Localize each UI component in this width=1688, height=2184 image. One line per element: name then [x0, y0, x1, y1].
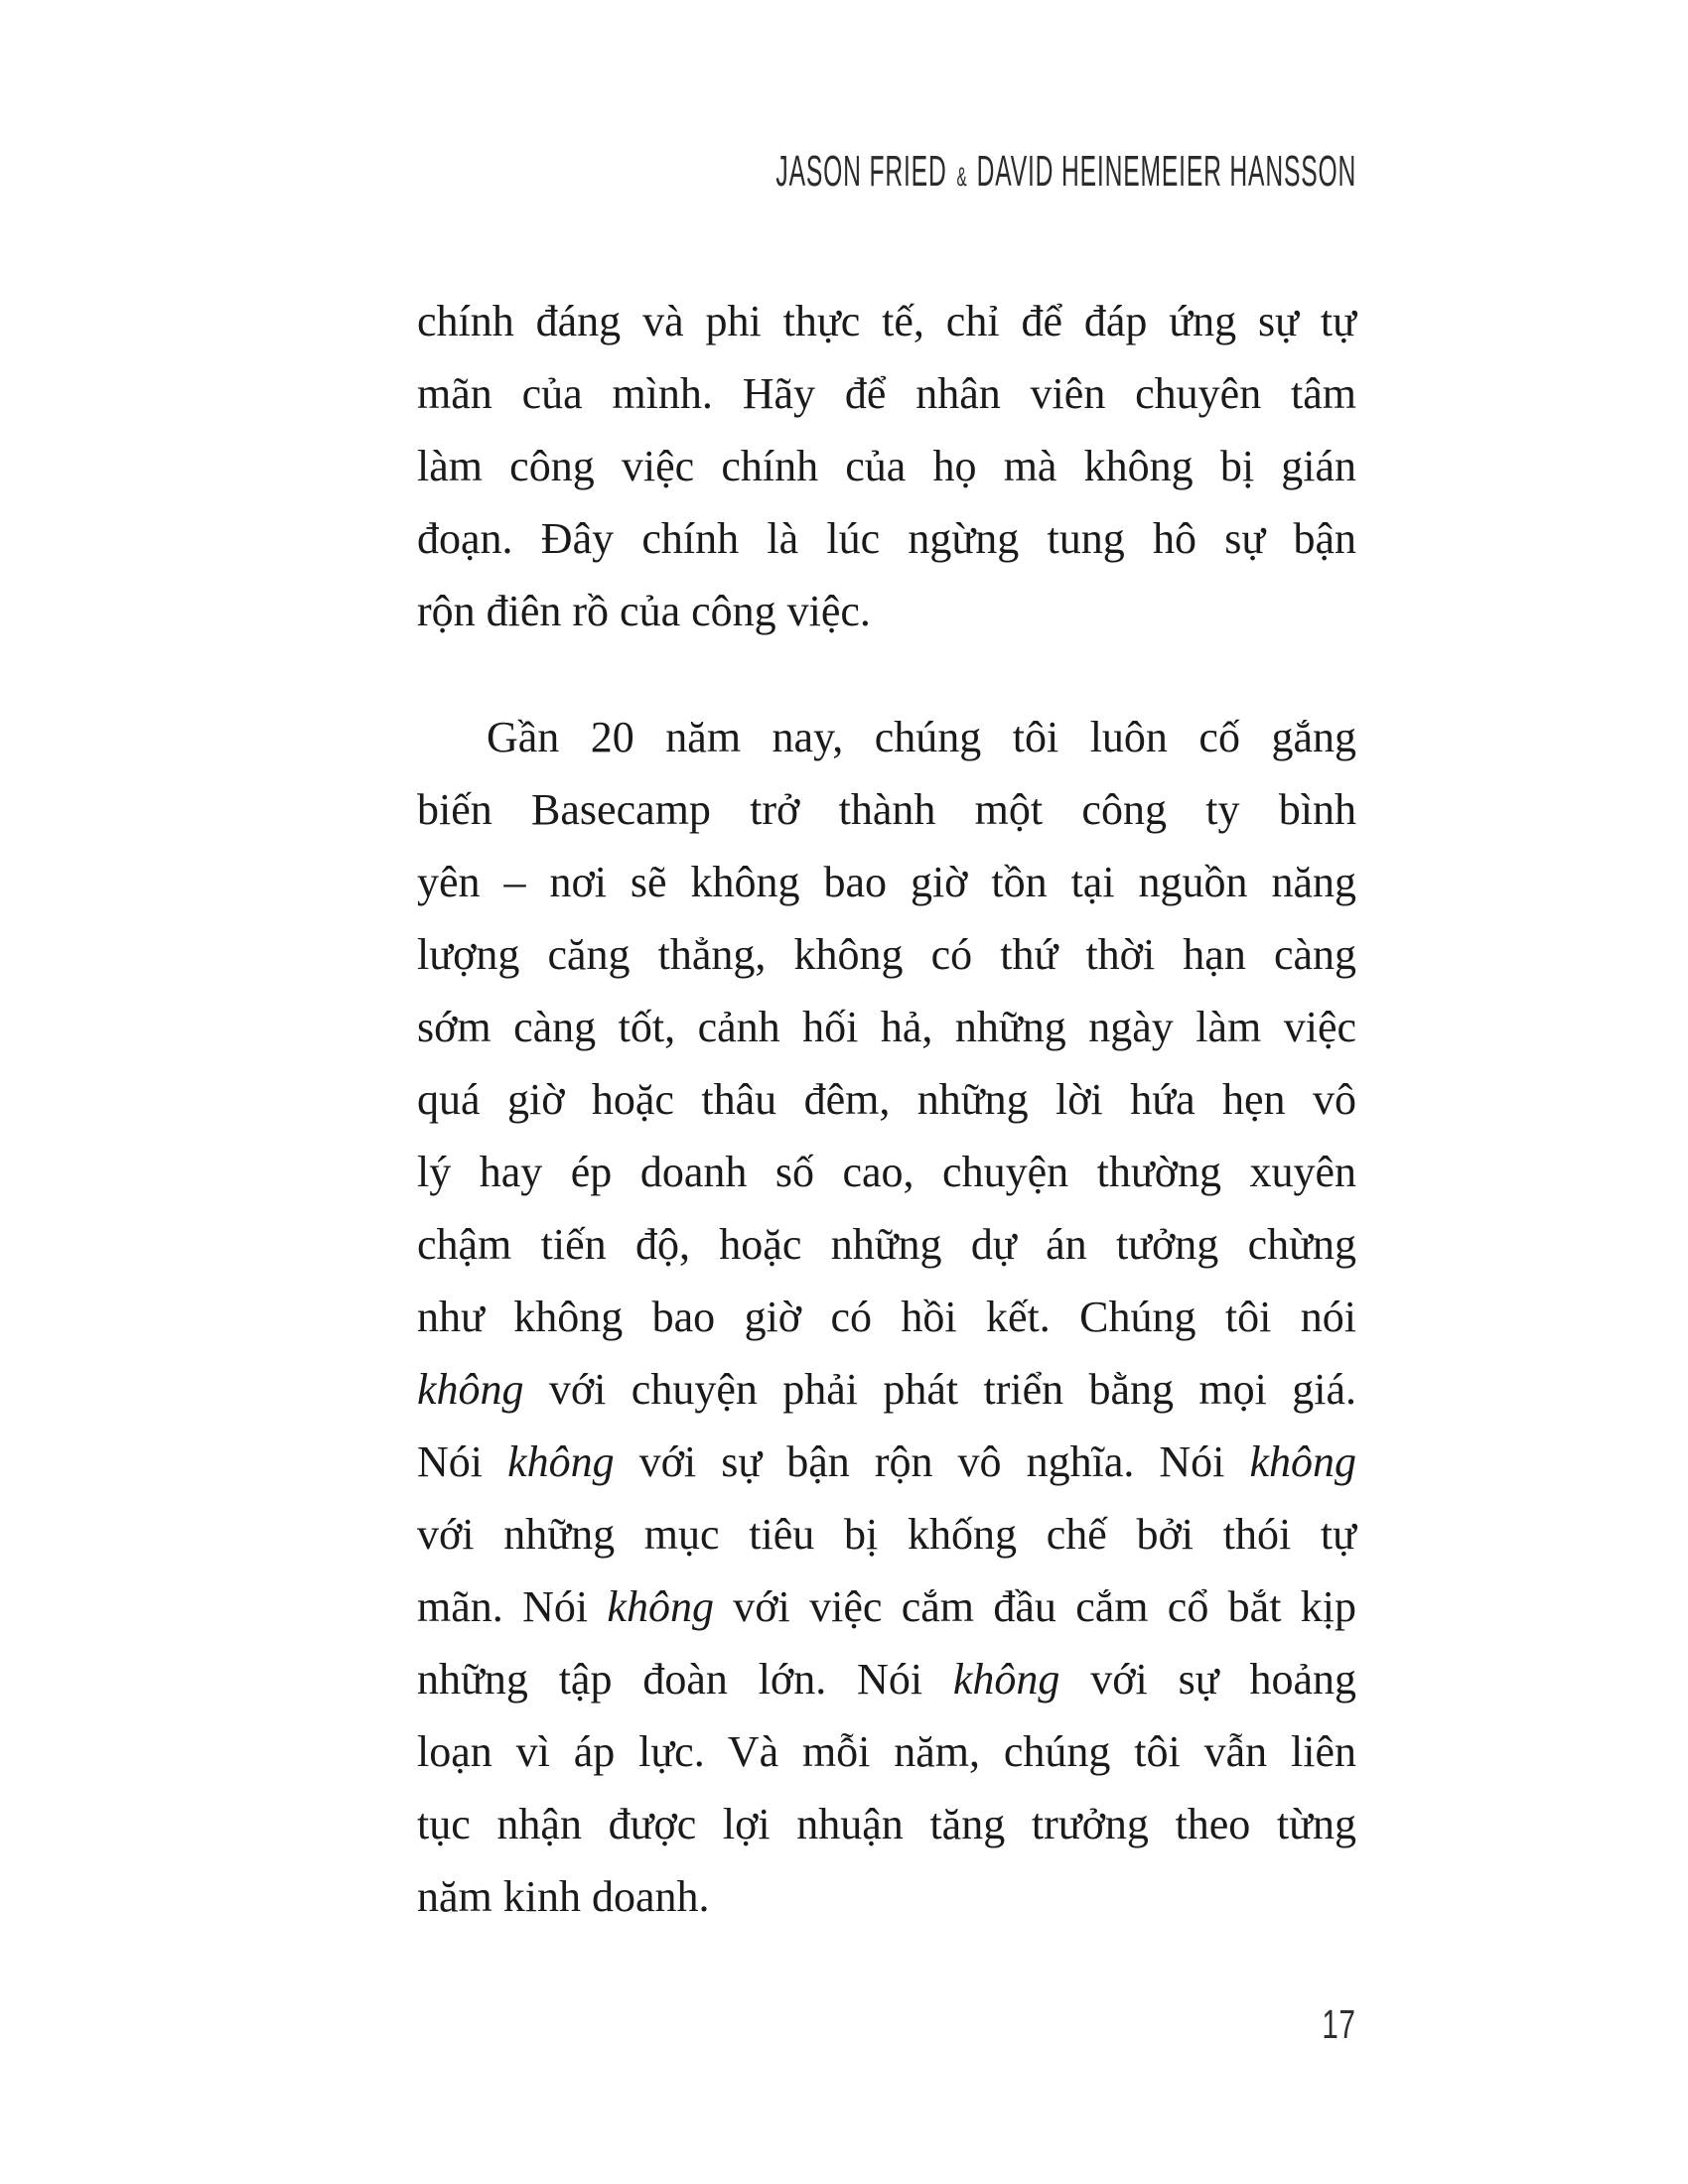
text-line — [417, 1281, 1356, 1353]
text-line — [417, 1136, 1356, 1208]
running-header-author-right: DAVID HEINEMEIER HANSSON — [976, 147, 1356, 196]
text-segment: với những mục tiêu bị khống chế bởi thói tự — [417, 1510, 1356, 1559]
emphasized-text: không — [1249, 1437, 1356, 1486]
text-line — [417, 846, 1356, 918]
text-segment: như không bao giờ có hồi kết. Chúng tôi nói — [417, 1293, 1356, 1341]
running-header-author-left: JASON FRIED — [775, 147, 947, 196]
text-segment: sớm càng tốt, cảnh hối hả, những ngày làm việc — [417, 1003, 1356, 1051]
text-line — [417, 1788, 1356, 1860]
text-line — [417, 918, 1356, 991]
body-text — [417, 285, 1356, 1933]
text-segment: biến Basecamp trở thành một công ty bình — [417, 785, 1356, 834]
text-segment: với sự bận rộn vô nghĩa. Nói — [614, 1437, 1250, 1486]
text-segment: chính đáng và phi thực tế, chỉ để đáp ứng sự tự — [417, 297, 1356, 345]
text-segment: với việc cắm đầu cắm cổ bắt kịp — [713, 1582, 1356, 1631]
paragraph — [417, 701, 1356, 1933]
text-line — [417, 1643, 1356, 1715]
text-line — [417, 1715, 1356, 1788]
running-header-ampersand: & — [956, 161, 967, 192]
text-line — [417, 1208, 1356, 1281]
text-segment: yên – nơi sẽ không bao giờ tồn tại nguồn năng — [417, 858, 1356, 906]
text-line — [417, 502, 1356, 575]
emphasized-text: không — [507, 1437, 615, 1486]
text-segment: mãn của mình. Hãy để nhân viên chuyên tâm — [417, 369, 1356, 418]
text-segment: rộn điên rồ của công việc. — [417, 587, 871, 635]
text-segment: quá giờ hoặc thâu đêm, những lời hứa hẹn vô — [417, 1075, 1356, 1124]
page-number: 17 — [1322, 2001, 1356, 2047]
text-segment: đoạn. Đây chính là lúc ngừng tung hô sự bận — [417, 514, 1356, 563]
text-segment: lượng căng thẳng, không có thứ thời hạn càng — [417, 930, 1356, 979]
text-segment: làm công việc chính của họ mà không bị gián — [417, 442, 1356, 490]
text-segment: với sự hoảng — [1059, 1655, 1356, 1704]
text-line — [417, 357, 1356, 430]
text-line — [417, 701, 1356, 773]
text-segment: những tập đoàn lớn. Nói — [417, 1655, 953, 1704]
text-segment: Gần 20 năm nay, chúng tôi luôn cố gắng — [487, 713, 1356, 761]
text-segment: năm kinh doanh. — [417, 1872, 710, 1921]
text-line — [417, 1570, 1356, 1643]
text-segment: mãn. Nói — [417, 1582, 608, 1631]
text-line — [417, 1063, 1356, 1136]
text-line — [417, 773, 1356, 846]
text-line — [417, 1498, 1356, 1570]
text-line — [417, 575, 1356, 647]
text-line — [417, 430, 1356, 502]
text-line — [417, 1426, 1356, 1498]
text-line — [417, 991, 1356, 1063]
text-segment: tục nhận được lợi nhuận tăng trưởng theo từng — [417, 1800, 1356, 1848]
text-segment: Nói — [417, 1437, 508, 1486]
emphasized-text: không — [952, 1655, 1060, 1704]
text-segment: chậm tiến độ, hoặc những dự án tưởng chừng — [417, 1220, 1356, 1269]
emphasized-text: không — [607, 1582, 714, 1631]
text-line — [417, 1353, 1356, 1426]
running-header — [775, 147, 1356, 197]
text-segment: lý hay ép doanh số cao, chuyện thường xuyên — [417, 1148, 1356, 1196]
emphasized-text: không — [417, 1365, 524, 1414]
text-segment: loạn vì áp lực. Và mỗi năm, chúng tôi vẫn liên — [417, 1727, 1356, 1776]
text-line — [417, 1860, 1356, 1933]
text-segment: với chuyện phải phát triển bằng mọi giá. — [523, 1365, 1356, 1414]
text-line — [417, 285, 1356, 357]
paragraph — [417, 285, 1356, 647]
